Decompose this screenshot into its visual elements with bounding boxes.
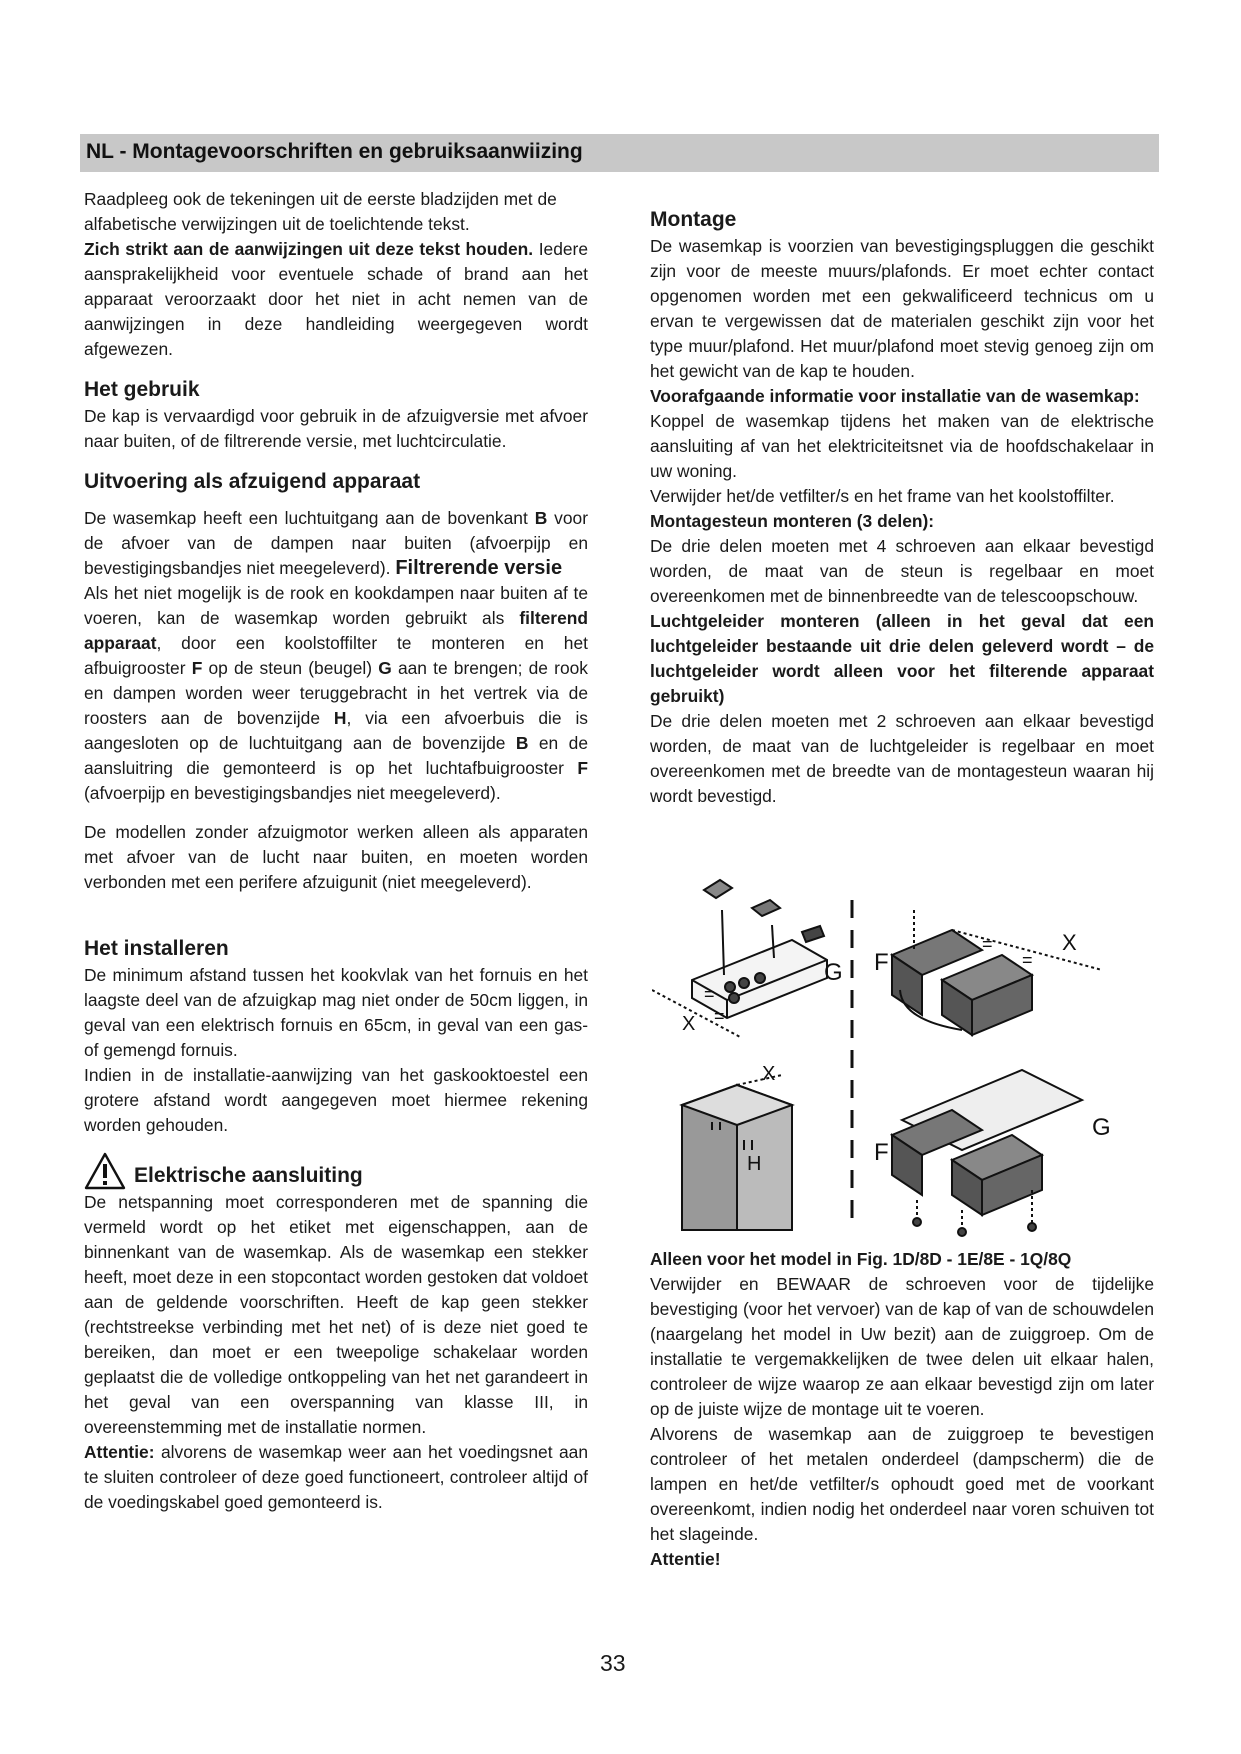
intro-liability-text: Iedere aansprakelijkheid voor eventuele schade of brand aan het apparaat veroorzaakt door het niet in acht nemen van de aanwijzingen in deze handleiding weergegeven wordt afgewezen. xyxy=(84,239,588,359)
filter-unit-bottom xyxy=(892,1070,1082,1236)
label-eq-3: = xyxy=(982,934,993,954)
filter-unit-top xyxy=(892,910,1102,1035)
heading-model: Alleen voor het model in Fig. 1D/8D - 1E/8E - 1Q/8Q xyxy=(650,1249,1072,1269)
label-eq-2: = xyxy=(714,1006,725,1026)
heading-voorafgaande: Voorafgaande informatie voor installatie van de wasemkap: xyxy=(650,386,1140,406)
heading-elektrisch: Elektrische aansluiting xyxy=(134,1164,363,1187)
model-text-1: Verwijder en BEWAAR de schroeven voor de tijdelijke bevestiging (voor het vervoer) van de kap of van de schouwdelen (naargelang het model in Uw bezit) aan de zuiggroep. Om de installatie te vergemakkelijken de twee delen uit elkaar halen, controleer de wijze waarop ze aan elkaar bevestigd zijn om later op de juiste wijze de montage uit te voeren. xyxy=(650,1274,1154,1419)
gebruik-text: De kap is vervaardigd voor gebruik in de afzuigversie met afvoer naar buiten, of de filtrerende versie, met luchtcirculatie. xyxy=(84,406,588,451)
warning-icon xyxy=(84,1152,126,1190)
modellen-text: De modellen zonder afzuigmotor werken alleen als apparaten met afvoer van de lucht naar buiten, en moeten worden verbonden met een perifere afzuigunit (niet meegeleverd). xyxy=(84,822,588,892)
heading-filtrerend: Filtrerende versie xyxy=(395,557,563,579)
right-column xyxy=(650,206,1154,809)
voorafgaande-text-1: Koppel de wasemkap tijdens het maken van de elektrische aansluiting af van het elektriciteitsnet via de hoofdschakelaar in uw woning. xyxy=(650,411,1154,481)
montagesteun-text: De drie delen moeten met 4 schroeven aan elkaar bevestigd worden, de maat van de steun is regelbaar en moet overeenkomen met de binnenbreedte van de telescoopschouw. xyxy=(650,536,1154,606)
elektrisch-text: De netspanning moet corresponderen met de spanning die vermeld wordt op het etiket met eigenschappen, aan de binnenkant van de wasemkap. Als de wasemkap een stekker heeft, moet deze in een stopcontact worden gestoken dat voldoet aan de geldende voorschriften. Heeft de kap geen stekker (rechtstreekse verbinding met het net) of is deze niet goed te bereiken, dan moet er een tweepolige schakelaar worden geplaatst die de volledige ontkoppeling van het net garandeert in het geval van een overspanning van klasse III, in overeenstemming met de installatie normen. xyxy=(84,1192,588,1437)
label-g-1: G xyxy=(824,959,843,986)
label-f-1: F xyxy=(874,949,889,976)
filtrerend-text: Als het niet mogelijk is de rook en kookdampen naar buiten af te voeren, kan de wasemkap worden gebruikt als filterend apparaat, door een koolstoffilter te monteren en het afbuigrooster F op de steun (beugel) G aan te brengen; de rook en dampen worden weer teruggebracht in het vertrek via de roosters aan de bovenzijde H, via een afvoerbuis die is aangesloten op de luchtuitgang aan de bovenzijde B en de aansluitring die gemonteerd is op het luchtafbuigrooster F (afvoerpijp en bevestigingsbandjes niet meegeleverd). xyxy=(84,583,589,803)
afzuigend-text: De wasemkap heeft een luchtuitgang aan de bovenkant B voor de afvoer van de dampen naar buiten (afvoerpijp en bevestigingsbandjes niet meegeleverd). Filtrerende versie xyxy=(84,508,588,579)
section-banner xyxy=(80,134,1159,172)
right-column-bottom xyxy=(650,1247,1154,1572)
label-x-3: X xyxy=(762,1063,776,1085)
heading-installeren: Het installeren xyxy=(84,937,229,960)
installation-figure xyxy=(652,870,1132,1240)
page-title: NL - Montagevoorschriften en gebruiksaanwiizing xyxy=(86,140,583,163)
label-x-1: X xyxy=(682,1013,696,1035)
installeren-text-1: De minimum afstand tussen het kookvlak van het fornuis en het laagste deel van de afzuigkap mag niet onder de 50cm liggen, in geval van een elektrisch fornuis en 65cm, in geval van een gas- of gemengd fornuis. xyxy=(84,965,588,1060)
heading-afzuigend: Uitvoering als afzuigend apparaat xyxy=(84,470,421,493)
page-number: 33 xyxy=(600,1650,626,1676)
bracket-drawing xyxy=(652,880,827,1038)
intro-text: Raadpleeg ook de tekeningen uit de eerste bladzijden met de alfabetische verwijzingen uit de toelichtende tekst. xyxy=(84,189,557,234)
label-g-2: G xyxy=(1092,1114,1111,1141)
label-eq-4: = xyxy=(1022,950,1033,970)
intro-warning xyxy=(84,237,588,362)
montage-text: De wasemkap is voorzien van bevestigingspluggen die geschikt zijn voor de meeste muurs/plafonds. Er moet echter contact opgenomen worden met een gekwalificeerd technicus om u ervan te vergewissen dat de materialen geschikt zijn voor het type muur/plafond. Het muur/plafond moet stevig genoeg zijn om het gewicht van de kap te houden. xyxy=(650,236,1154,381)
heading-luchtgeleider: Luchtgeleider monteren (alleen in het geval dat een luchtgeleider bestaande uit drie delen geleverd wordt – de luchtgeleider wordt alleen voor het filterende apparaat gebruikt) xyxy=(650,611,1154,706)
heading-montagesteun: Montagesteun monteren (3 delen): xyxy=(650,511,935,531)
attentie-final: Attentie! xyxy=(650,1549,721,1569)
chimney-drawing xyxy=(682,1075,792,1230)
heading-gebruik: Het gebruik xyxy=(84,378,200,401)
intro-warning-bold: Zich strikt aan de aanwijzingen uit deze tekst houden. xyxy=(84,239,534,259)
label-h: H xyxy=(747,1153,762,1175)
model-text-2: Alvorens de wasemkap aan de zuiggroep te bevestigen controleer of het metalen onderdeel (dampscherm) die de lampen en het/de vetfilter/s ophoudt goed met de voorkant overeenkomt, indien nodig het onderdeel naar voren schuiven tot het slageinde. xyxy=(650,1424,1154,1544)
attentie-text: Attentie: alvorens de wasemkap weer aan het voedingsnet aan te sluiten controleer of deze goed functioneert, controleer altijd of de voedingskabel goed gemonteerd is. xyxy=(84,1442,588,1512)
left-column xyxy=(84,187,588,1515)
label-eq-1: = xyxy=(704,984,715,1004)
elektrisch-heading-row xyxy=(84,1152,588,1190)
installeren-text-2: Indien in de installatie-aanwijzing van het gaskooktoestel een grotere afstand wordt aangegeven moet hiermee rekening worden gehouden. xyxy=(84,1065,588,1135)
luchtgeleider-text: De drie delen moeten met 2 schroeven aan elkaar bevestigd worden, de maat van de luchtgeleider is regelbaar en moet overeenkomen met de breedte van de montagesteun waaran hij wordt bevestigd. xyxy=(650,711,1154,806)
label-x-2: X xyxy=(1062,930,1077,955)
label-f-2: F xyxy=(874,1139,889,1166)
voorafgaande-text-2: Verwijder het/de vetfilter/s en het frame van het koolstoffilter. xyxy=(650,486,1115,506)
heading-montage: Montage xyxy=(650,208,737,231)
